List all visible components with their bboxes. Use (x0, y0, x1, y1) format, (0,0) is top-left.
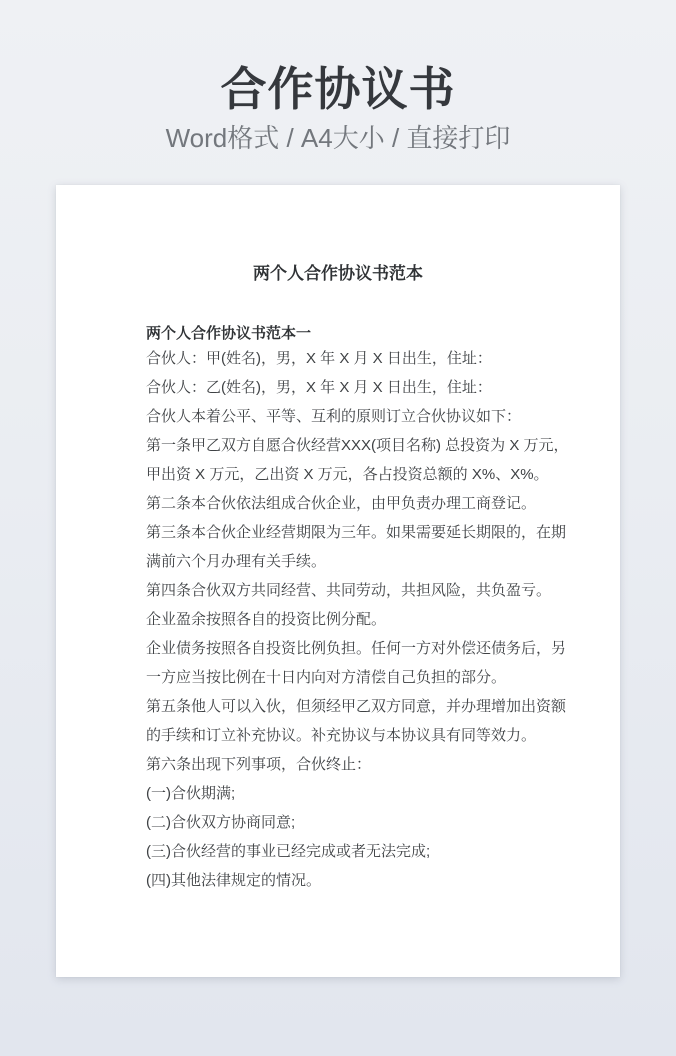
document-line: 第一条甲乙双方自愿合伙经营XXX(项目名称) 总投资为 X 万元， (146, 437, 569, 454)
document-body (146, 344, 569, 895)
document-line: 第四条合伙双方共同经营、共同劳动，共担风险，共负盈亏。 (146, 582, 552, 599)
page-subtitle: Word格式 / A4大小 / 直接打印 (165, 123, 511, 153)
document-line: 合伙人：乙(姓名)，男，X 年 X 月 X 日出生，住址： (146, 379, 492, 396)
document-line: 第二条本合伙依法组成合伙企业，由甲负责办理工商登记。 (146, 495, 537, 512)
document-line: (一)合伙期满; (146, 785, 236, 802)
document-line: (三)合伙经营的事业已经完成或者无法完成; (146, 843, 431, 860)
page-header (0, 0, 676, 153)
document-line: 甲出资 X 万元，乙出资 X 万元，各占投资总额的 X%、X%。 (146, 466, 549, 483)
document-line: 合伙人：甲(姓名)，男，X 年 X 月 X 日出生，住址： (146, 350, 492, 367)
document-line: 企业盈余按照各自的投资比例分配。 (146, 611, 387, 628)
document-line: 的手续和订立补充协议。补充协议与本协议具有同等效力。 (146, 727, 537, 744)
page-title: 合作协议书 (220, 63, 456, 115)
document-line: 满前六个月办理有关手续。 (146, 553, 327, 570)
document-section-heading: 两个人合作协议书范本一 (146, 325, 312, 342)
document-line: 企业债务按照各自投资比例负担。任何一方对外偿还债务后，另 (146, 640, 567, 657)
document-line: (四)其他法律规定的情况。 (146, 872, 321, 889)
document-line: (二)合伙双方协商同意; (146, 814, 296, 831)
document-line: 合伙人本着公平、平等、互利的原则订立合伙协议如下： (146, 408, 522, 425)
document-title: 两个人合作协议书范本 (253, 264, 423, 283)
document-line: 一方应当按比例在十日内向对方清偿自己负担的部分。 (146, 669, 507, 686)
document-preview-page (56, 185, 620, 977)
document-line: 第五条他人可以入伙，但须经甲乙双方同意，并办理增加出资额 (146, 698, 567, 715)
document-line: 第三条本合伙企业经营期限为三年。如果需要延长期限的，在期 (146, 524, 567, 541)
document-line: 第六条出现下列事项，合伙终止： (146, 756, 372, 773)
